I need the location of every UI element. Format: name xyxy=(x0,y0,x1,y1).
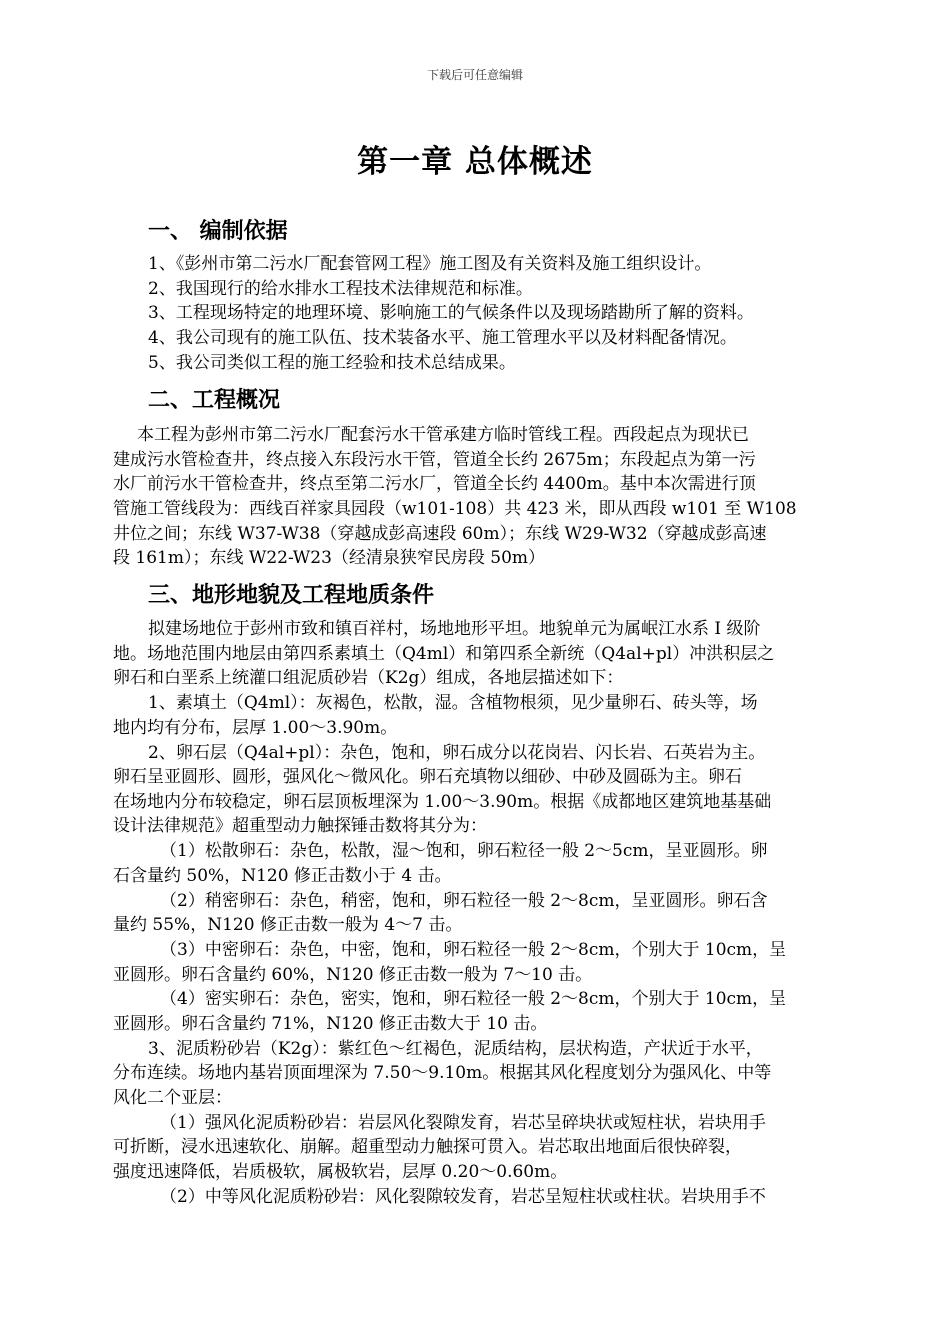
text-line: 1、《彭州市第二污水厂配套管网工程》施工图及有关资料及施工组织设计。 xyxy=(148,254,712,274)
text-line: 水厂前污水干管检查井，终点至第二污水厂，管道全长约 4400m。基中本次需进行顶 xyxy=(113,474,756,494)
text-line: 卵石呈亚圆形、圆形，强风化～微风化。卵石充填物以细砂、中砂及圆砾为主。卵石 xyxy=(113,767,742,787)
text-line: 地。场地范围内地层由第四系素填土（Q4ml）和第四系全新统（Q4al+pl）冲洪积层之 xyxy=(113,644,775,664)
text-line: 设计法律规范》超重型动力触探锤击数将其分为： xyxy=(113,816,487,836)
chapter-title: 第一章 总体概述 xyxy=(357,144,593,180)
text-line: 地内均有分布，层厚 1.00～3.90m。 xyxy=(113,718,398,738)
text-line: 拟建场地位于彭州市致和镇百祥村，场地地形平坦。地貌单元为属岷江水系 I 级阶 xyxy=(148,619,761,639)
text-line: 1、素填土（Q4ml）：灰褐色，松散，湿。含植物根须，见少量卵石、砖头等，场 xyxy=(148,693,758,713)
text-line: （2）稍密卵石：杂色，稍密，饱和，卵石粒径一般 2～8cm，呈亚圆形。卵石含 xyxy=(160,891,768,911)
text-line: （1）松散卵石：杂色，松散，湿～饱和，卵石粒径一般 2～5cm，呈亚圆形。卵 xyxy=(160,841,768,861)
text-line: 亚圆形。卵石含量约 60%，N120 修正击数一般为 7～10 击。 xyxy=(113,965,593,985)
text-line: 段 161m）；东线 W22-W23（经清泉狭窄民房段 50m） xyxy=(113,548,546,568)
text-line: 管施工管线段为：西线百祥家具园段（w101-108）共 423 米，即从西段 w101 至 W108 xyxy=(113,499,797,519)
text-line: 本工程为彭州市第二污水厂配套污水干管承建方临时管线工程。西段起点为现状已 xyxy=(137,425,749,445)
text-line: 2、卵石层（Q4al+pl）：杂色，饱和，卵石成分以花岗岩、闪长岩、石英岩为主。 xyxy=(148,743,766,763)
text-line: （3）中密卵石：杂色，中密，饱和，卵石粒径一般 2～8cm，个别大于 10cm，呈 xyxy=(160,940,787,960)
section-heading-overview: 二、工程概况 xyxy=(148,388,281,413)
text-line: 石含量约 50%，N120 修正击数小于 4 击。 xyxy=(113,866,452,886)
text-line: 5、我公司类似工程的施工经验和技术总结成果。 xyxy=(148,353,516,373)
text-line: 亚圆形。卵石含量约 71%，N120 修正击数大于 10 击。 xyxy=(113,1014,548,1034)
text-line: 量约 55%，N120 修正击数一般为 4～7 击。 xyxy=(113,915,463,935)
text-line: 卵石和白垩系上统灌口组泥质砂岩（K2g）组成，各地层描述如下： xyxy=(113,668,624,688)
text-line: （4）密实卵石：杂色，密实，饱和，卵石粒径一般 2～8cm，个别大于 10cm，呈 xyxy=(160,989,787,1009)
text-line: 2、我国现行的给水排水工程技术法律规范和标准。 xyxy=(148,279,533,299)
text-line: 3、工程现场特定的地理环境、影响施工的气候条件以及现场踏勘所了解的资料。 xyxy=(148,303,754,323)
text-line: 井位之间；东线 W37-W38（穿越成彭高速段 60m）；东线 W29-W32（穿越成彭高速 xyxy=(113,524,767,544)
section-heading-geology: 三、地形地貌及工程地质条件 xyxy=(148,583,435,608)
text-line: 在场地内分布较稳定，卵石层顶板埋深为 1.00～3.90m。根据《成都地区建筑地基基础 xyxy=(113,792,772,812)
text-line: 可折断，浸水迅速软化、崩解。超重型动力触探可贯入。岩芯取出地面后很快碎裂， xyxy=(113,1137,742,1157)
section-heading-basis: 一、 编制依据 xyxy=(148,219,288,244)
page-header: 下载后可任意编辑 xyxy=(426,68,523,82)
text-line: 强度迅速降低，岩质极软，属极软岩，层厚 0.20～0.60m。 xyxy=(113,1162,568,1182)
text-line: （1）强风化泥质粉砂岩：岩层风化裂隙发育，岩芯呈碎块状或短柱状，岩块用手 xyxy=(160,1113,766,1133)
text-line: 3、泥质粉砂岩（K2g）：紫红色～红褐色，泥质结构，层状构造，产状近于水平， xyxy=(148,1039,763,1059)
text-line: 建成污水管检查井，终点接入东段污水干管，管道全长约 2675m；东段起点为第一污 xyxy=(113,450,756,470)
text-line: （2）中等风化泥质粉砂岩：风化裂隙较发育，岩芯呈短柱状或柱状。岩块用手不 xyxy=(160,1187,766,1207)
text-line: 风化二个亚层： xyxy=(113,1088,232,1108)
text-line: 4、我公司现有的施工队伍、技术装备水平、施工管理水平以及材料配备情况。 xyxy=(148,328,737,348)
text-line: 分布连续。场地内基岩顶面埋深为 7.50～9.10m。根据其风化程度划分为强风化、中等 xyxy=(113,1063,772,1083)
